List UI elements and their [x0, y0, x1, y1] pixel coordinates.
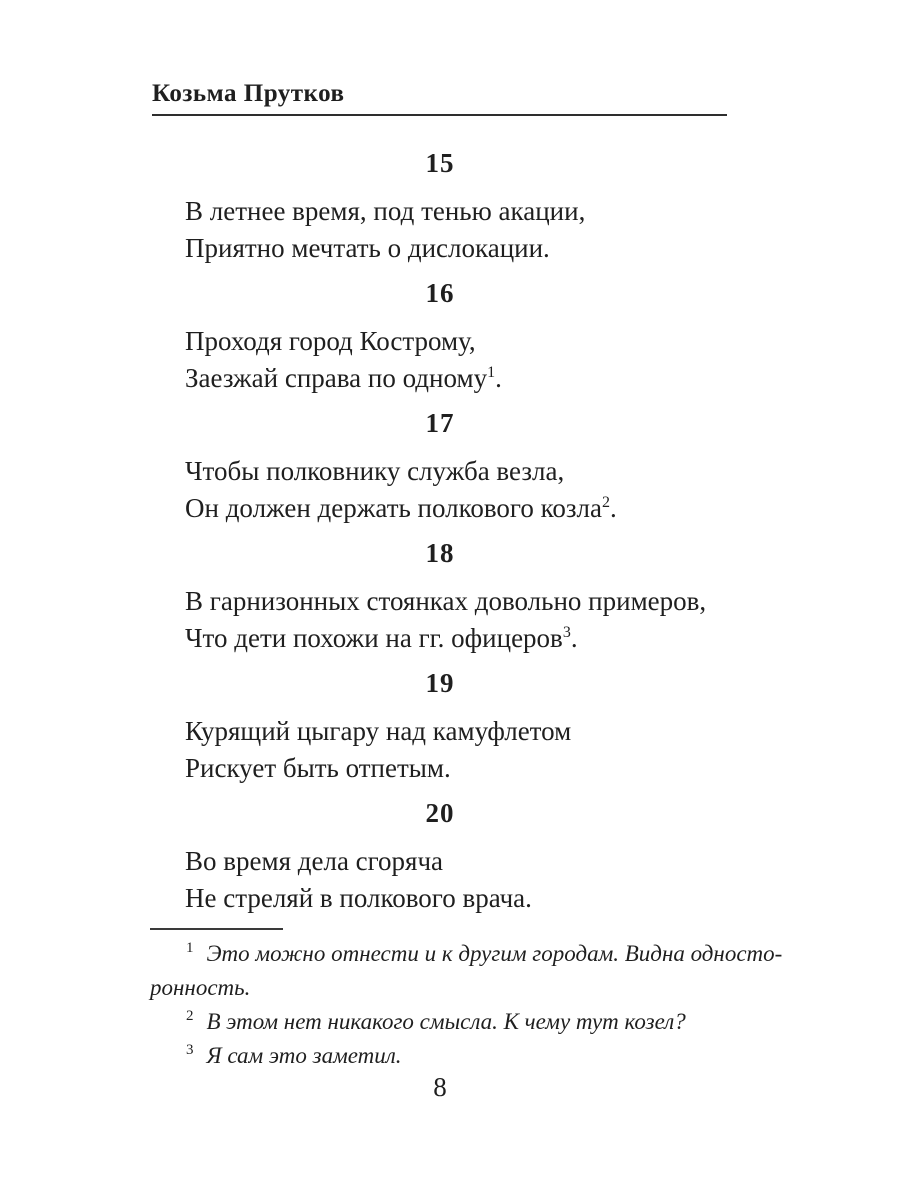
verse-line: [185, 620, 730, 657]
verse-number: 15: [425, 148, 455, 178]
verse-line-text: Заезжай справа по одному: [185, 363, 488, 393]
verse-line-text: Рискует быть отпетым.: [185, 753, 451, 783]
verse-number: 19: [425, 668, 455, 698]
verse-line: [185, 453, 730, 490]
verse-lines: [150, 323, 730, 397]
footnote-text: ронность.: [150, 975, 251, 1000]
verse-lines: [150, 843, 730, 917]
verse-line-after: .: [495, 363, 502, 393]
verse-number: 17: [425, 408, 455, 438]
verse-lines: [150, 583, 730, 657]
verse: [150, 536, 730, 657]
verse: [150, 146, 730, 267]
verse: [150, 666, 730, 787]
verse-line: [185, 230, 730, 267]
verse-number: 16: [425, 278, 455, 308]
footnote-reference: 2: [601, 494, 610, 511]
verse-line-text: Что дети похожи на гг. офицеров: [185, 623, 563, 653]
verse: [150, 796, 730, 917]
verse-line-text: В летнее время, под тенью акации,: [185, 196, 586, 226]
author-name: Козьма Прутков: [152, 80, 345, 107]
verse-lines: [150, 713, 730, 787]
footnote-reference: 3: [562, 624, 571, 641]
verse-line: [185, 750, 730, 787]
verse-line: [185, 490, 730, 527]
running-header: [152, 81, 727, 116]
verse: [150, 406, 730, 527]
verse-line: [185, 323, 730, 360]
footnote-marker: 2: [186, 1008, 194, 1025]
verse-lines: [150, 453, 730, 527]
footnote: [150, 937, 783, 1005]
verse-line-text: Он должен держать полкового козла: [185, 493, 602, 523]
verse-number: 20: [425, 798, 455, 828]
verse-lines: [150, 193, 730, 267]
verse-line-text: Во время дела сгоряча: [185, 846, 444, 876]
footnote-text: Я сам это заметил.: [206, 1043, 402, 1068]
verse-line: [185, 713, 730, 750]
footnote-reference: 1: [487, 364, 496, 381]
verse-line-text: Проходя город Кострому,: [185, 326, 476, 356]
verse-line: [185, 843, 730, 880]
footnote: [150, 1005, 750, 1039]
verse-number: 18: [425, 538, 455, 568]
verse-line-text: Не стреляй в полкового врача.: [185, 883, 532, 913]
verse-line-after: .: [570, 623, 578, 653]
footnote-marker: 3: [186, 1042, 194, 1059]
footnote-text: Это можно отнести и к другим городам. Видна односто-: [206, 941, 783, 966]
verse: [150, 276, 730, 397]
footnote: [150, 1039, 750, 1073]
verse-line-text: Чтобы полковнику служба везла,: [185, 456, 565, 486]
verse-line: [185, 193, 730, 230]
verse-line: [185, 880, 730, 917]
verse-line: [185, 360, 730, 397]
verse-line-after: .: [609, 493, 617, 523]
footnote-marker: 1: [186, 940, 194, 957]
verse-line-text: В гарнизонных стоянках довольно примеров,: [185, 586, 707, 616]
footnotes: [150, 937, 783, 1073]
footnote-text: В этом нет никакого смысла. К чему тут козел?: [206, 1009, 686, 1034]
verse-line-text: Курящий цыгару над камуфлетом: [185, 716, 572, 746]
verse-line-text: Приятно мечтать о дислокации.: [185, 233, 550, 263]
verse-line: [185, 583, 730, 620]
page-number: 8: [433, 1072, 447, 1102]
footnote-separator: [150, 928, 283, 930]
